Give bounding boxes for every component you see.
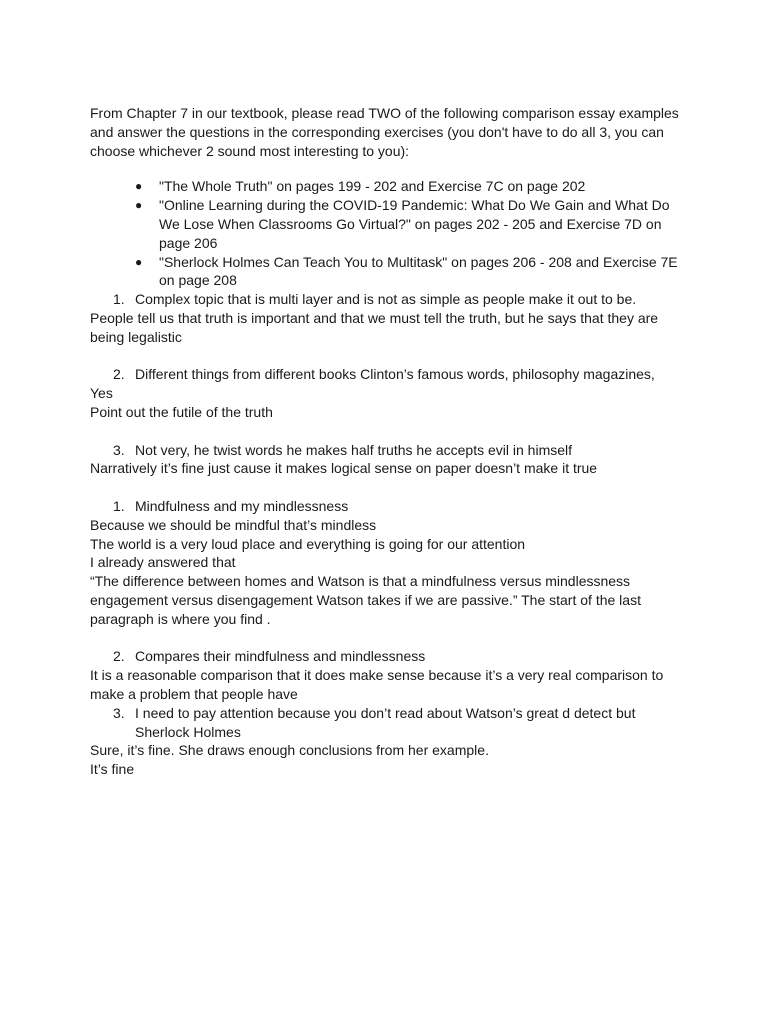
answer-b1-line: I already answered that	[90, 554, 236, 571]
answer-b1-line: The world is a very loud place and everything is going for our attention	[90, 535, 526, 552]
answer-1-item	[90, 290, 690, 309]
blank-line	[90, 347, 690, 366]
answer-b1-quote: “The difference between homes and Watson is that a mindfulness versus mindlessness engagement versus disengagement Watson takes if we are passive.” The start of the last paragraph is where you find .	[90, 573, 641, 627]
answer-number: 3.	[113, 704, 125, 721]
answer-2-continuation: Point out the futile of the truth	[90, 403, 273, 420]
list-item	[90, 177, 689, 196]
list-item-text: "Online Learning during the COVID-19 Pandemic: What Do We Gain and What Do We Lose When Classrooms Go Virtual?" on pages 202 - 205 and Exercise 7D on page 206	[159, 197, 670, 251]
document-body	[90, 104, 690, 779]
list-item	[90, 253, 689, 291]
bullet-icon: ●	[135, 198, 143, 213]
intro-paragraph: From Chapter 7 in our textbook, please read TWO of the following comparison essay examples and answer the questions in the corresponding exercises (you don't have to do all 3, you can choose whichever 2 sound most interesting to you):	[90, 105, 679, 159]
bullet-icon: ●	[135, 254, 143, 269]
answer-b2-continuation: It is a reasonable comparison that it does make sense because it’s a very real comparison to make a problem that people have	[90, 667, 664, 702]
answer-b1-item	[90, 497, 690, 516]
list-item-text: "Sherlock Holmes Can Teach You to Multitask" on pages 206 - 208 and Exercise 7E on page 208	[159, 253, 678, 289]
blank-line	[90, 629, 690, 648]
list-item-text: "The Whole Truth" on pages 199 - 202 and Exercise 7C on page 202	[159, 178, 586, 195]
answer-text: Different things from different books Clinton’s famous words, philosophy magazines,	[135, 366, 655, 383]
answer-number: 1.	[113, 291, 125, 308]
bullet-icon: ●	[135, 179, 143, 194]
answer-b1-line: Because we should be mindful that’s mindless	[90, 516, 377, 533]
answer-number: 2.	[113, 366, 125, 383]
list-item	[90, 196, 689, 252]
answer-b3-item	[90, 704, 690, 742]
answer-text: Not very, he twist words he makes half truths he accepts evil in himself	[135, 441, 573, 458]
answer-2-item	[90, 365, 690, 384]
answer-number: 3.	[113, 441, 125, 458]
answer-text: Complex topic that is multi layer and is not as simple as people make it out to be.	[135, 291, 637, 308]
answer-number: 1.	[113, 497, 125, 514]
answer-number: 2.	[113, 648, 125, 665]
answer-b2-item	[90, 647, 690, 666]
answer-text: Compares their mindfulness and mindlessness	[135, 648, 426, 665]
answer-b3-line: It’s fine	[90, 761, 135, 778]
answer-text: I need to pay attention because you don’t read about Watson’s great d detect but Sherlock Holmes	[135, 704, 636, 740]
answer-3-item	[90, 441, 690, 460]
blank-line	[90, 422, 690, 441]
reading-list	[90, 177, 690, 290]
answer-1-continuation: People tell us that truth is important and that we must tell the truth, but he says that they are being legalistic	[90, 309, 659, 345]
answer-3-continuation: Narratively it’s fine just cause it makes logical sense on paper doesn’t make it true	[90, 460, 598, 477]
answer-2-yes: Yes	[90, 385, 113, 402]
answer-b3-line: Sure, it’s fine. She draws enough conclusions from her example.	[90, 742, 489, 759]
answer-text: Mindfulness and my mindlessness	[135, 497, 349, 514]
blank-line	[90, 478, 690, 497]
